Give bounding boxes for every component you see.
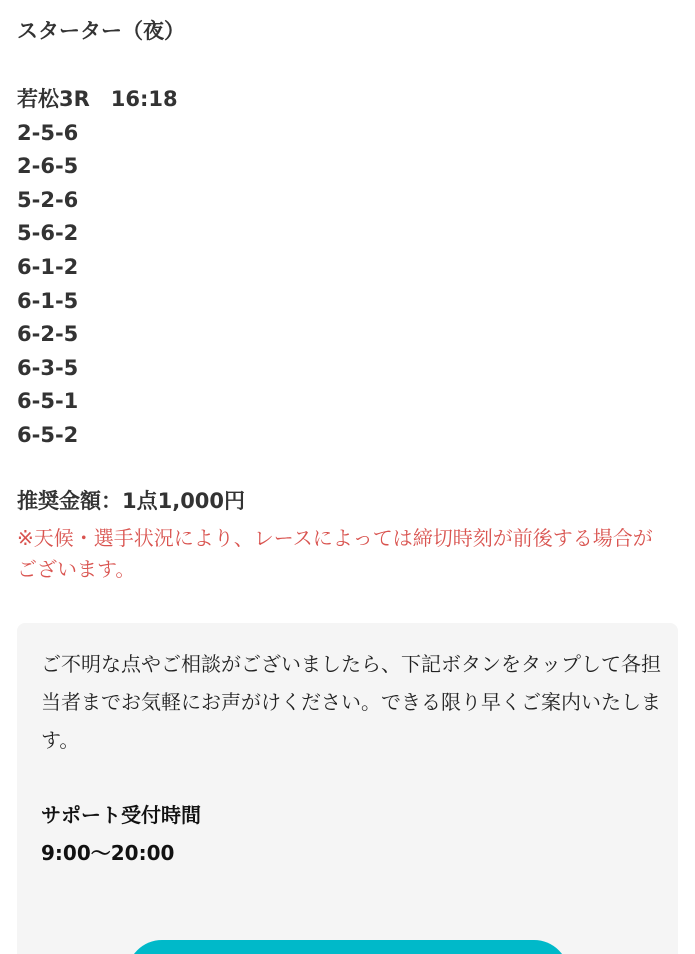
- combination-item: 6-3-5: [17, 355, 79, 380]
- combination-item: 5-2-6: [17, 187, 79, 212]
- race-header: 若松3R 16:18: [17, 87, 178, 111]
- combination-item: 6-5-1: [17, 389, 79, 414]
- support-description: ご不明な点やご相談がございましたら、下記ボタンをタップして各担当者までお気軽にお声がけください。できる限り早くご案内いたします。: [41, 652, 661, 752]
- timing-notice: ※天候・選手状況により、レースによっては締切時刻が前後する場合がございます。: [17, 526, 653, 581]
- combination-item: 6-5-2: [17, 422, 79, 447]
- support-box: [17, 623, 678, 954]
- combination-item: 2-5-6: [17, 120, 79, 145]
- combination-item: 2-6-5: [17, 154, 79, 179]
- race-block: [17, 83, 178, 453]
- combination-item: 6-1-5: [17, 288, 79, 313]
- combination-item: 6-2-5: [17, 322, 79, 347]
- support-hours-heading: サポート受付時間: [41, 803, 201, 827]
- combination-item: 5-6-2: [17, 221, 79, 246]
- page-title: スターター（夜）: [17, 19, 185, 43]
- recommended-amount: 推奨金額：1点1,000円: [17, 489, 246, 513]
- support-hours-value: 9:00〜20:00: [41, 841, 175, 865]
- contact-button[interactable]: [127, 940, 569, 954]
- combination-item: 6-1-2: [17, 254, 79, 279]
